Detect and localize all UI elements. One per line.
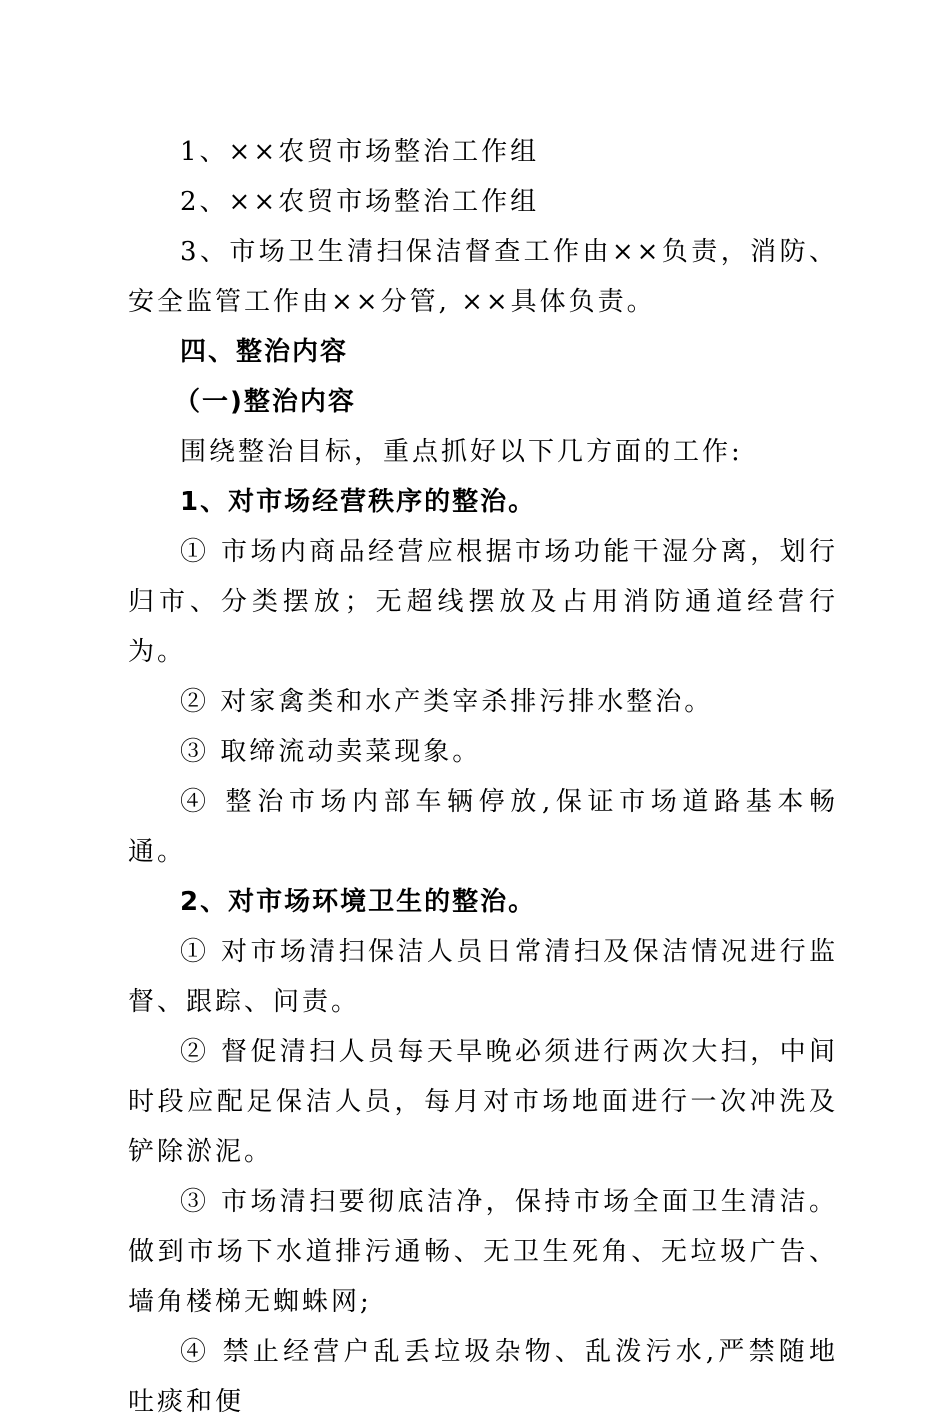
business-order-item-4: ④ 整治市场内部车辆停放,保证市场道路基本畅通。 (128, 787, 838, 867)
business-order-item-2: ② 对家禽类和水产类宰杀排污排水整治。 (180, 687, 714, 717)
subsection-heading-rectification-content: （一)整治内容 (174, 387, 356, 417)
hygiene-item-2: ② 督促清扫人员每天早晚必须进行两次大扫，中间时段应配足保洁人员，每月对市场地面进行一次冲洗及铲除淤泥。 (128, 1037, 838, 1167)
section-heading-rectification-content: 四、整治内容 (180, 337, 349, 367)
list-item-workgroup-2: 2、××农贸市场整治工作组 (180, 187, 540, 217)
item-heading-environmental-hygiene: 2、对市场环境卫生的整治。 (180, 887, 537, 917)
hygiene-item-4: ④ 禁止经营户乱丢垃圾杂物、乱泼污水,严禁随地吐痰和便 (128, 1337, 838, 1417)
list-item-supervision-duty: 3、市场卫生清扫保洁督查工作由××负责，消防、安全监管工作由××分管, ××具体负责。 (128, 237, 838, 317)
business-order-item-1: ① 市场内商品经营应根据市场功能干湿分离，划行归市、分类摆放；无超线摆放及占用消防通道经营行为。 (128, 537, 838, 667)
intro-paragraph: 围绕整治目标，重点抓好以下几方面的工作: (180, 437, 743, 467)
hygiene-item-3: ③ 市场清扫要彻底洁净，保持市场全面卫生清洁。做到市场下水道排污通畅、无卫生死角、无垃圾广告、墙角楼梯无蜘蛛网; (128, 1187, 838, 1317)
hygiene-item-1: ① 对市场清扫保洁人员日常清扫及保洁情况进行监督、跟踪、问责。 (128, 937, 838, 1017)
list-item-workgroup-1: 1、××农贸市场整治工作组 (180, 137, 540, 167)
document-body (128, 127, 838, 1427)
business-order-item-3: ③ 取缔流动卖菜现象。 (180, 737, 482, 767)
item-heading-business-order: 1、对市场经营秩序的整治。 (180, 487, 537, 517)
